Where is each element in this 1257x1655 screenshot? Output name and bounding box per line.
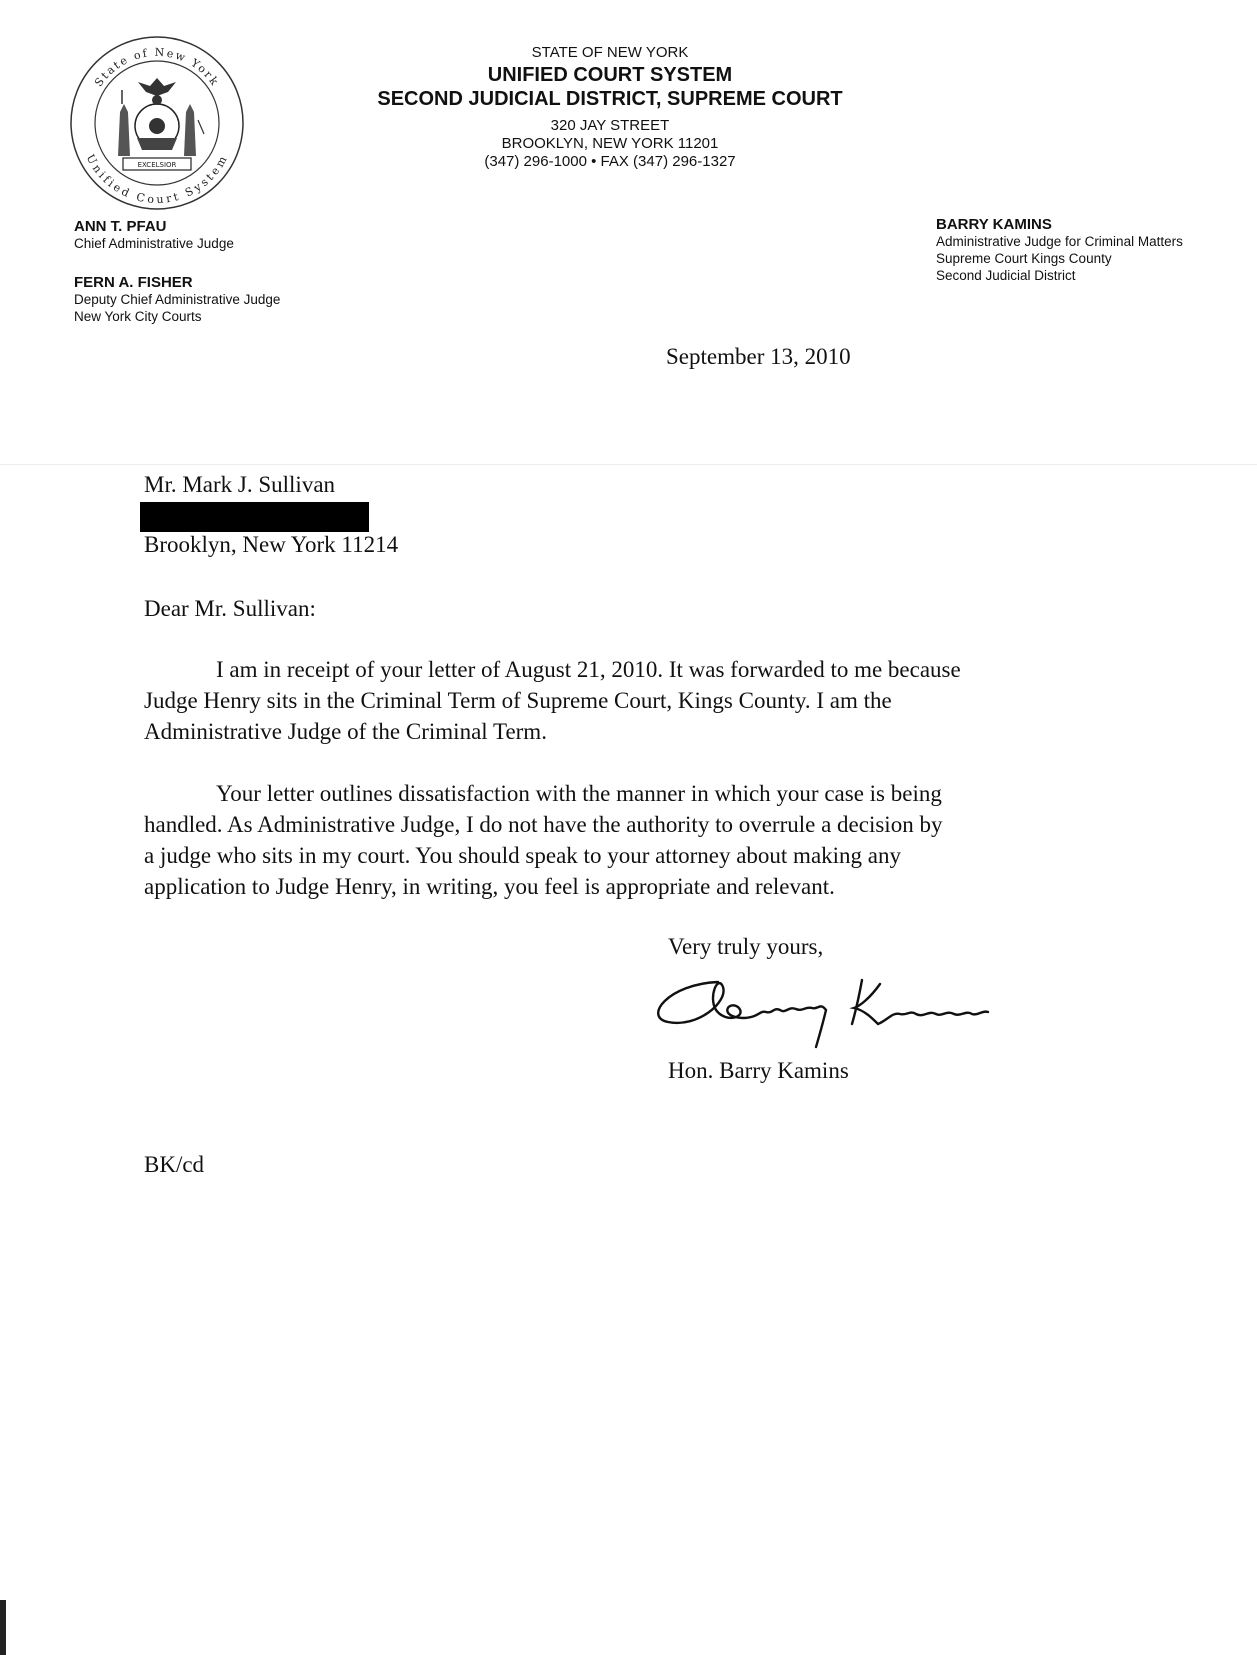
reference-initials: BK/cd [144,1152,205,1177]
seal-motto: EXCELSIOR [137,161,177,169]
official-title: Administrative Judge for Criminal Matters [936,234,1183,249]
letterhead-street: 320 JAY STREET [550,117,670,134]
line-text: I am in receipt of your letter of August 21, 2010. It was forwarded to me because [216,657,961,682]
letterhead-city: BROOKLYN, NEW YORK 11201 [501,135,719,152]
paragraph-line: application to Judge Henry, in writing, you feel is appropriate and relevant. [144,874,835,899]
recipient-city: Brooklyn, New York 11214 [144,532,399,557]
fold-line [0,464,1257,465]
handwritten-signature [648,962,1018,1052]
official-title: Deputy Chief Administrative Judge [74,292,281,307]
letterhead-phone-fax: (347) 296-1000 • FAX (347) 296-1327 [484,153,736,170]
letterhead-state: STATE OF NEW YORK [531,44,689,61]
official-name: BARRY KAMINS [936,216,1052,233]
official-left-1 [74,218,234,252]
paragraph-line: Administrative Judge of the Criminal Term. [144,719,547,744]
official-title: New York City Courts [74,309,202,324]
official-title: Chief Administrative Judge [74,236,234,251]
signer-name: Hon. Barry Kamins [668,1058,849,1083]
line-text: Your letter outlines dissatisfaction with the manner in which your case is being [216,781,942,806]
official-left-2 [74,274,280,325]
official-right [936,216,1183,284]
seal-ring-top: State of New York [92,45,222,90]
official-name: ANN T. PFAU [74,218,167,235]
letter-date: September 13, 2010 [666,344,851,369]
body-paragraph-2 [144,778,1124,902]
salutation: Dear Mr. Sullivan: [144,596,316,621]
body-paragraph-1 [144,654,1124,747]
closing: Very truly yours, [668,934,824,959]
paragraph-line: a judge who sits in my court. You should speak to your attorney about making any [144,843,902,868]
paragraph-line [144,654,1124,685]
recipient-name: Mr. Mark J. Sullivan [144,472,336,497]
official-title: Supreme Court Kings County [936,251,1112,266]
paragraph-line: Judge Henry sits in the Criminal Term of Supreme Court, Kings County. I am the [144,688,892,713]
court-seal-icon [68,34,246,212]
letterhead-district: SECOND JUDICIAL DISTRICT, SUPREME COURT [377,88,843,110]
scan-edge-mark [0,1600,6,1655]
official-title: Second Judicial District [936,268,1076,283]
seal-ring-bottom: Unified Court System [83,152,231,207]
redacted-address-block [140,502,369,532]
official-name: FERN A. FISHER [74,274,193,291]
letterhead-system: UNIFIED COURT SYSTEM [487,64,733,86]
paragraph-line [144,778,1124,809]
paragraph-line: handled. As Administrative Judge, I do not have the authority to overrule a decision by [144,812,943,837]
